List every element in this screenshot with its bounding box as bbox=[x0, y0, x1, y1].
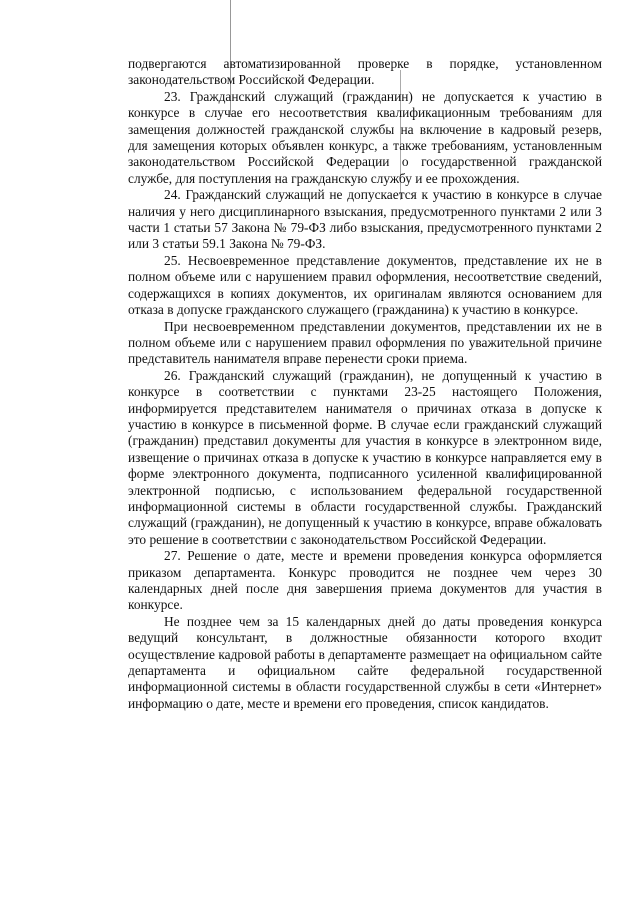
document-body bbox=[128, 56, 602, 712]
paragraph-item-25: 25. Несвоевременное представление документов, представление их не в полном объеме или с нарушением правил оформления, несоответствие сведений, содержащихся в копиях документов, их оригиналам являются основанием для отказа в допуске гражданского служащего (гражданина) к участию в конкурсе. bbox=[128, 252, 602, 318]
paragraph-item-27: 27. Решение о дате, месте и времени проведения конкурса оформляется приказом департамента. Конкурс проводится не позднее чем через 30 календарных дней после дня завершения приема документов для участия в конкурсе. bbox=[128, 548, 602, 613]
paragraph-item-27-note: Не позднее чем за 15 календарных дней до даты проведения конкурса ведущий консультант, в должностные обязанности которого входит осуществление кадровой работы в департаменте размещает на официальном сайте департамента и официальном сайте федеральной государственной информационной системы в области государственной службы в сети «Интернет» информацию о дате, месте и времени его проведения, список кандидатов. bbox=[128, 613, 602, 711]
paragraph-item-26: 26. Гражданский служащий (гражданин), не допущенный к участию в конкурсе в соответствии с пунктами 23-25 настоящего Положения, информируется представителем нанимателя о причинах отказа в допуске к участию в конкурсе в письменной форме. В случае если гражданский служащий (гражданин) представил документы для участия в конкурсе в электронном виде, извещение о причинах отказа в допуске к участию в конкурсе направляется ему в форме электронного документа, подписанного усиленной квалифицированной электронной подписью, с использованием федеральной государственной информационной системы в области государственной службы. Гражданский служащий (гражданин), не допущенный к участию в конкурсе, вправе обжаловать это решение в соответствии с законодательством Российской Федерации. bbox=[128, 367, 602, 547]
paragraph-item-23: 23. Гражданский служащий (гражданин) не допускается к участию в конкурсе в случае его несоответствия квалификационным требованиям для замещения должностей гражданской службы на включение в кадровый резерв, для замещения которых объявлен конкурс, а также требованиям, установленным законодательством Российской Федерации о государственной гражданской службе, для поступления на гражданскую службу и ее прохождения. bbox=[128, 88, 602, 186]
paragraph-continuation: подвергаются автоматизированной проверке в порядке, установленном законодательством Российской Федерации. bbox=[128, 56, 602, 88]
paragraph-item-24: 24. Гражданский служащий не допускается к участию в конкурсе в случае наличия у него дисциплинарного взыскания, предусмотренного пунктами 2 или 3 части 1 статьи 57 Закона № 79-ФЗ либо взыскания, предусмотренного пунктами 2 или 3 статьи 59.1 Закона № 79-ФЗ. bbox=[128, 187, 602, 252]
paragraph-item-25-note: При несвоевременном представлении документов, представлении их не в полном объеме или с нарушением правил оформления по уважительной причине представитель нанимателя вправе перенести сроки приема. bbox=[128, 318, 602, 367]
